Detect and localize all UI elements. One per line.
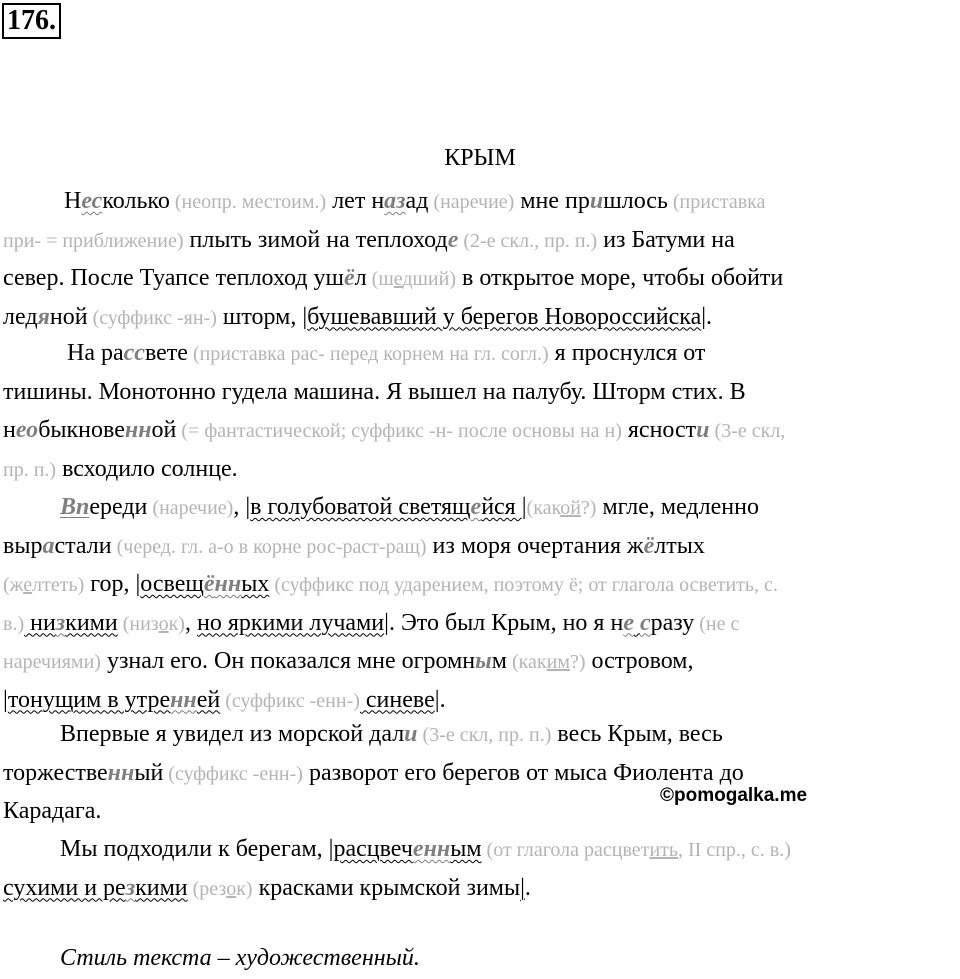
- p2-line-2: [3, 373, 960, 412]
- note: им: [546, 651, 570, 673]
- orthogram: и: [404, 721, 418, 747]
- p1-line-4: [3, 298, 960, 337]
- text: ,: [184, 609, 197, 636]
- orthogram: сс: [123, 340, 145, 366]
- exercise-number: 176.: [2, 3, 61, 39]
- orthogram: ё: [344, 265, 355, 291]
- note: (2-е скл., пр. п.): [458, 229, 598, 252]
- note: о: [158, 612, 169, 635]
- paragraph-2: [3, 334, 960, 488]
- text: выр: [3, 532, 43, 559]
- participial-phrase: кими: [65, 609, 118, 636]
- text: весь Крым, весь: [551, 721, 723, 747]
- text: ый: [134, 759, 164, 786]
- p3-line-3: [3, 565, 960, 604]
- phrase-bound: |: [521, 494, 527, 520]
- orthogram: Вп: [60, 494, 90, 520]
- participial-phrase: ей: [196, 686, 221, 713]
- orthogram: ес: [81, 188, 103, 214]
- note: (ш: [366, 268, 394, 290]
- text: . Это был Крым, но я н: [388, 609, 624, 636]
- text: плыть зимой на теплоход: [183, 226, 448, 253]
- phrase-bound: .: [524, 874, 531, 901]
- participial-phrase: расцвеч: [333, 836, 413, 862]
- orthogram: ы: [475, 648, 492, 674]
- note: (наречие): [147, 497, 234, 519]
- note: (как: [506, 651, 547, 673]
- text: Н: [64, 188, 82, 214]
- text: мгле, медленно: [596, 494, 759, 520]
- note: (суффикс под ударением, поэтому ё; от глагола осветить, с.: [269, 574, 778, 596]
- participial-phrase: тонущим в утре: [7, 686, 171, 713]
- text: .: [706, 303, 713, 330]
- style-conclusion: Стиль текста – художественный.: [60, 945, 420, 971]
- text: стали: [54, 532, 112, 559]
- participial-phrase: ых: [241, 571, 270, 597]
- orthogram: с: [639, 609, 651, 636]
- text: мне пр: [514, 188, 590, 214]
- participial-phrase: бушевавший у берегов Новороссийска: [307, 303, 702, 330]
- note: при- = приближение): [3, 229, 184, 252]
- note: ?): [569, 651, 586, 673]
- text: разу: [650, 609, 695, 636]
- note: ить: [649, 839, 679, 861]
- note: (3-е скл,: [709, 420, 786, 442]
- text: из моря очертания ж: [426, 532, 644, 559]
- text: вете: [144, 340, 188, 366]
- orthogram: я: [37, 303, 50, 330]
- note: ?): [580, 497, 597, 519]
- text: разворот его берегов от мыса Фиолента до: [302, 759, 744, 786]
- text: л: [354, 265, 367, 291]
- text: лед: [3, 303, 38, 330]
- note: е: [23, 574, 33, 596]
- orthogram: и: [696, 417, 710, 443]
- text: ясност: [621, 417, 697, 443]
- text: лтых: [654, 532, 705, 559]
- text: н: [3, 417, 16, 443]
- p3-line-5: [3, 642, 960, 681]
- text: север. После Туапсе теплоход уш: [3, 265, 345, 291]
- text: узнал его. Он показался мне огромн: [100, 648, 476, 674]
- text: .: [439, 686, 446, 713]
- note: о: [226, 877, 237, 900]
- paragraph-3: [3, 488, 960, 719]
- orthogram: ё: [643, 532, 655, 559]
- orthogram: нн: [124, 417, 152, 443]
- p1-line-1: [3, 182, 960, 221]
- orthogram: нн: [214, 571, 242, 597]
- p5-line-1: [3, 830, 960, 869]
- phrase-bound: |: [245, 494, 251, 520]
- note: к): [236, 877, 253, 900]
- participial-phrase: ни: [24, 609, 56, 636]
- note: лтеть): [32, 574, 85, 596]
- paragraph-5: [3, 830, 960, 907]
- phrase-bound: |: [302, 303, 308, 330]
- note: дший): [402, 268, 457, 290]
- participial-phrase: освещ: [140, 571, 204, 597]
- orthogram: е: [470, 494, 482, 520]
- orthogram: ё: [203, 571, 215, 597]
- orthogram: ео: [15, 417, 39, 443]
- text: островом,: [585, 648, 694, 674]
- note: наречиями): [3, 651, 101, 673]
- phrase-bound: |: [135, 571, 141, 597]
- note: (3-е скл, пр. п.): [417, 724, 552, 746]
- note: (неопр. местоим.): [169, 191, 327, 213]
- p2-line-1: [3, 334, 960, 373]
- note: (черед. гл. а-о в корне рос-раст-ращ): [111, 535, 427, 558]
- orthogram: з: [55, 609, 66, 636]
- note: е: [393, 268, 403, 290]
- participial-phrase: но яркими лучами: [196, 609, 385, 636]
- text: м: [491, 648, 507, 674]
- phrase-bound: |: [701, 303, 707, 330]
- text: торжестве: [3, 759, 108, 786]
- p2-line-4: [3, 450, 960, 489]
- text: ,: [233, 494, 246, 520]
- participial-phrase: ым: [450, 836, 482, 862]
- note: к): [168, 612, 185, 635]
- phrase-bound: |: [384, 609, 389, 636]
- note: (приставка рас- перед корнем на гл. согл.): [187, 343, 549, 365]
- note: (приставка: [667, 191, 766, 213]
- text: ной: [49, 303, 88, 330]
- text: шторм,: [216, 303, 303, 330]
- note: (рез: [187, 877, 227, 900]
- p4-line-2: [3, 754, 960, 793]
- text: ой: [151, 417, 177, 443]
- p3-line-6: [3, 681, 960, 720]
- p5-line-2: [3, 869, 960, 908]
- text: тишины. Монотонно гудела машина. Я вышел на палубу. Шторм стих. В: [3, 378, 746, 405]
- text: ереди: [89, 494, 148, 520]
- note: (суффикс -енн-): [163, 762, 303, 785]
- orthogram: енн: [412, 836, 451, 862]
- text: красками крымской зимы: [252, 874, 521, 901]
- text: Впервые я увидел из морской дал: [60, 721, 405, 747]
- p3-line-2: [3, 527, 960, 566]
- text: Карадага.: [3, 798, 102, 824]
- text: лет н: [326, 188, 385, 214]
- participial-phrase: кими: [135, 874, 188, 901]
- participial-phrase: сухими и ре: [3, 874, 126, 901]
- orthogram: и: [589, 188, 604, 214]
- participial-phrase: синеве: [359, 686, 435, 713]
- orthogram: е: [447, 226, 459, 253]
- phrase-bound: |: [3, 686, 8, 713]
- text: На ра: [67, 340, 124, 366]
- note: пр. п.): [3, 458, 57, 481]
- text: быкнове: [38, 417, 125, 443]
- text: я проснулся от: [548, 340, 706, 366]
- p1-line-3: [3, 259, 960, 298]
- note: ой: [560, 497, 581, 519]
- note: (низ: [117, 612, 159, 635]
- text: из Батуми на: [597, 226, 735, 253]
- note: (ж: [3, 574, 24, 596]
- note: (как: [526, 497, 561, 519]
- text-title: КРЫМ: [444, 145, 516, 171]
- p1-line-2: [3, 221, 960, 260]
- note: (наречие): [428, 191, 515, 213]
- note: в.): [3, 612, 25, 635]
- paragraph-1: [3, 182, 960, 336]
- orthogram: нн: [107, 759, 135, 786]
- phrase-bound: |: [328, 836, 334, 862]
- text: всходило солнце.: [56, 455, 238, 482]
- text: ад: [405, 188, 429, 214]
- phrase-bound: |: [434, 686, 440, 713]
- participial-phrase: в голубоватой светящ: [250, 494, 471, 520]
- note: (суффикс -енн-): [220, 689, 360, 712]
- orthogram: з: [125, 874, 136, 901]
- orthogram: а: [42, 532, 55, 559]
- p3-line-4: [3, 604, 960, 643]
- participial-phrase: йся: [481, 494, 522, 520]
- paragraph-4: [3, 715, 960, 831]
- note: , II спр., с. в.): [678, 839, 791, 861]
- p2-line-3: [3, 411, 960, 450]
- participial-phrase: |: [520, 874, 525, 901]
- note: (от глагола расцвет: [481, 839, 650, 861]
- text: Мы подходили к берегам,: [60, 836, 329, 862]
- orthogram: нн: [170, 686, 197, 713]
- text: в открытое море, чтобы обойти: [456, 265, 784, 291]
- text: гор,: [84, 571, 136, 597]
- orthogram: е: [623, 609, 634, 636]
- p3-line-1: [3, 488, 960, 527]
- p4-line-3: [3, 792, 960, 831]
- note: (не с: [694, 612, 740, 635]
- watermark: ©pomogalka.me: [660, 785, 808, 806]
- note: (= фантастической; суффикс -н- после основы на н): [176, 420, 622, 442]
- text: колько: [102, 188, 170, 214]
- p4-line-1: [3, 715, 960, 754]
- orthogram: аз: [384, 188, 406, 214]
- text: шлось: [603, 188, 668, 214]
- note: (суффикс -ян-): [87, 306, 217, 329]
